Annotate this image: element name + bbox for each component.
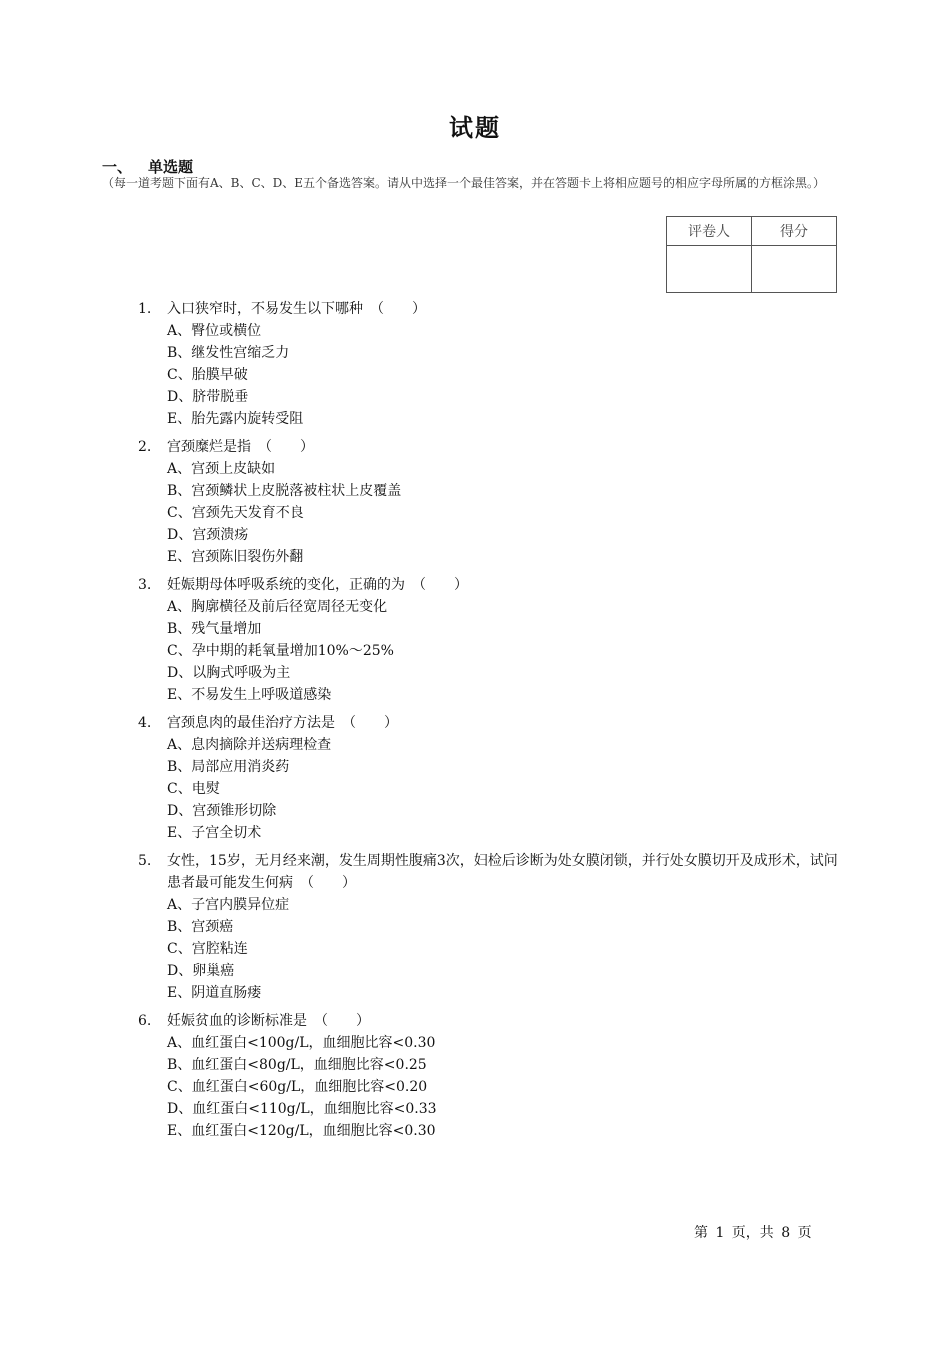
question-text: 宫颈息肉的最佳治疗方法是 （ ）: [167, 715, 398, 731]
question: [138, 1010, 838, 1142]
option: E、阴道直肠瘘: [167, 985, 262, 1001]
page-title: 试题: [449, 114, 501, 142]
section-instruction: （每一道考题下面有A、B、C、D、E五个备选答案。请从中选择一个最佳答案，并在答题卡上将相应题号的相应字母所属的方框涂黑。）: [102, 176, 826, 190]
question-text: 入口狭窄时，不易发生以下哪种 （ ）: [167, 301, 426, 317]
score-cell: [752, 246, 837, 293]
question-number: 6.: [138, 1013, 152, 1029]
question: [138, 712, 838, 844]
question-text: 妊娠贫血的诊断标准是 （ ）: [167, 1013, 370, 1029]
question: [138, 436, 838, 568]
option: E、子宫全切术: [167, 825, 262, 841]
question-number: 1.: [138, 301, 152, 317]
question-list: [138, 298, 838, 1148]
option: C、电熨: [167, 781, 220, 797]
section-title: 单选题: [148, 158, 194, 176]
option: B、宫颈鳞状上皮脱落被柱状上皮覆盖: [167, 483, 402, 499]
option: A、子宫内膜异位症: [167, 897, 290, 913]
question-number: 2.: [138, 439, 152, 455]
option: E、宫颈陈旧裂伤外翻: [167, 549, 304, 565]
option: A、胸廓横径及前后径宽周径无变化: [167, 599, 388, 615]
score-table: [666, 216, 837, 293]
option: D、脐带脱垂: [167, 389, 249, 405]
option: A、臀位或横位: [167, 323, 262, 339]
option: A、宫颈上皮缺如: [167, 461, 276, 477]
option: C、胎膜早破: [167, 367, 248, 383]
page-footer: 第 1 页，共 8 页: [694, 1225, 812, 1241]
option: A、血红蛋白<100g/L，血细胞比容<0.30: [167, 1035, 436, 1051]
question-text: 女性，15岁，无月经来潮，发生周期性腹痛3次，妇检后诊断为处女膜闭锁，并行处女膜切开及成形术，试问患者最可能发生何病 （ ）: [167, 853, 838, 891]
option: E、血红蛋白<120g/L，血细胞比容<0.30: [167, 1123, 436, 1139]
option: C、血红蛋白<60g/L，血细胞比容<0.20: [167, 1079, 428, 1095]
section-heading: [102, 156, 193, 177]
option: D、血红蛋白<110g/L，血细胞比容<0.33: [167, 1101, 437, 1117]
question-stem: [138, 1010, 838, 1032]
option: D、以胸式呼吸为主: [167, 665, 291, 681]
option: D、宫颈溃疡: [167, 527, 249, 543]
question-stem: [138, 574, 838, 596]
option: C、孕中期的耗氧量增加10%～25%: [167, 643, 394, 659]
question-number: 5.: [138, 853, 152, 869]
section-number: 一、: [102, 158, 133, 176]
question-text: 宫颈糜烂是指 （ ）: [167, 439, 314, 455]
question: [138, 574, 838, 706]
option: C、宫颈先天发育不良: [167, 505, 304, 521]
option: D、宫颈锥形切除: [167, 803, 277, 819]
option: A、息肉摘除并送病理检查: [167, 737, 332, 753]
option: E、胎先露内旋转受阻: [167, 411, 304, 427]
option: B、血红蛋白<80g/L，血细胞比容<0.25: [167, 1057, 427, 1073]
question-stem: [138, 436, 838, 458]
option: B、残气量增加: [167, 621, 262, 637]
question-stem: [138, 298, 838, 320]
question: [138, 298, 838, 430]
question-stem: [138, 850, 838, 894]
score-header: 得分: [752, 217, 837, 246]
option: D、卵巢癌: [167, 963, 235, 979]
question-text: 妊娠期母体呼吸系统的变化，正确的为 （ ）: [167, 577, 468, 593]
option: B、局部应用消炎药: [167, 759, 290, 775]
option: C、宫腔粘连: [167, 941, 248, 957]
question-number: 3.: [138, 577, 152, 593]
option: E、不易发生上呼吸道感染: [167, 687, 332, 703]
option: B、继发性宫缩乏力: [167, 345, 290, 361]
grader-header: 评卷人: [667, 217, 752, 246]
question-stem: [138, 712, 838, 734]
question: [138, 850, 838, 1004]
question-number: 4.: [138, 715, 152, 731]
option: B、宫颈癌: [167, 919, 234, 935]
grader-cell: [667, 246, 752, 293]
